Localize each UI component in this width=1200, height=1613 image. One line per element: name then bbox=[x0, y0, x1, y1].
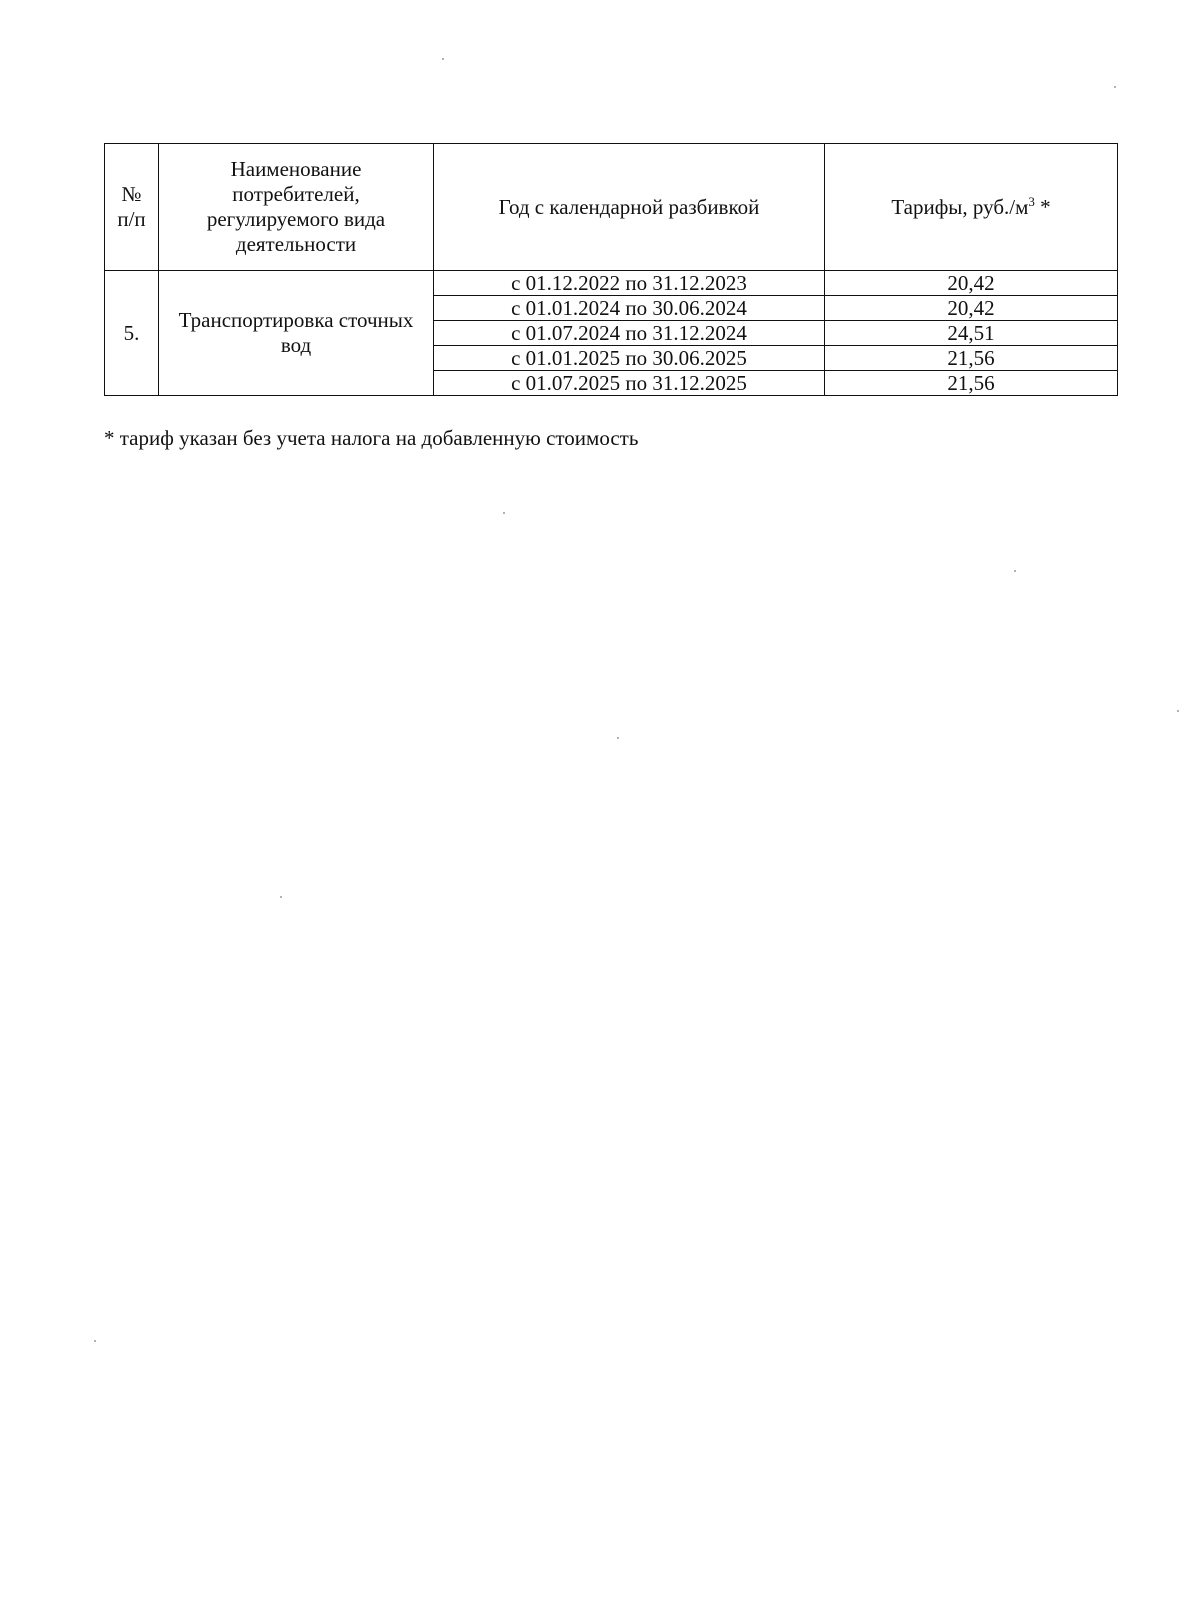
scan-speck bbox=[1014, 570, 1016, 572]
period-cell: с 01.12.2022 по 31.12.2023 bbox=[434, 271, 825, 296]
item-number: 5. bbox=[105, 271, 159, 396]
scan-speck bbox=[1114, 86, 1116, 88]
scan-speck bbox=[94, 1340, 96, 1342]
header-tariff-superscript: 3 bbox=[1028, 193, 1035, 209]
period-cell: с 01.01.2025 по 30.06.2025 bbox=[434, 346, 825, 371]
header-period bbox=[434, 144, 825, 271]
header-tariff-footnote-mark: * bbox=[1034, 194, 1051, 219]
header-period-label: Год с календарной разбивкой bbox=[498, 194, 760, 219]
tariff-cell: 20,42 bbox=[825, 271, 1118, 296]
item-name bbox=[159, 271, 434, 396]
footnote: * тариф указан без учета налога на добавленную стоимость bbox=[104, 426, 639, 450]
table-header-row bbox=[105, 144, 1118, 271]
tariff-cell: 21,56 bbox=[825, 371, 1118, 396]
tariff-cell: 24,51 bbox=[825, 321, 1118, 346]
period-cell: с 01.07.2024 по 31.12.2024 bbox=[434, 321, 825, 346]
header-num-label: № п/п bbox=[117, 182, 146, 231]
header-num bbox=[105, 144, 159, 271]
scan-speck bbox=[1177, 710, 1179, 712]
tariff-cell: 20,42 bbox=[825, 296, 1118, 321]
scan-speck bbox=[442, 58, 444, 60]
scan-speck bbox=[280, 896, 282, 898]
table-row bbox=[105, 271, 1118, 296]
header-name bbox=[159, 144, 434, 271]
item-name-label: Транспортировка сточных вод bbox=[178, 308, 414, 357]
period-cell: с 01.01.2024 по 30.06.2024 bbox=[434, 296, 825, 321]
tariff-cell: 21,56 bbox=[825, 346, 1118, 371]
period-cell: с 01.07.2025 по 31.12.2025 bbox=[434, 371, 825, 396]
header-tariff-label: Тарифы, руб./м bbox=[891, 194, 1029, 219]
header-name-label: Наименование потребителей, регулируемого вида деятельности bbox=[206, 157, 386, 256]
scan-speck bbox=[617, 737, 619, 739]
tariff-table bbox=[104, 143, 1118, 396]
scan-speck bbox=[503, 512, 505, 514]
header-tariff bbox=[825, 144, 1118, 271]
